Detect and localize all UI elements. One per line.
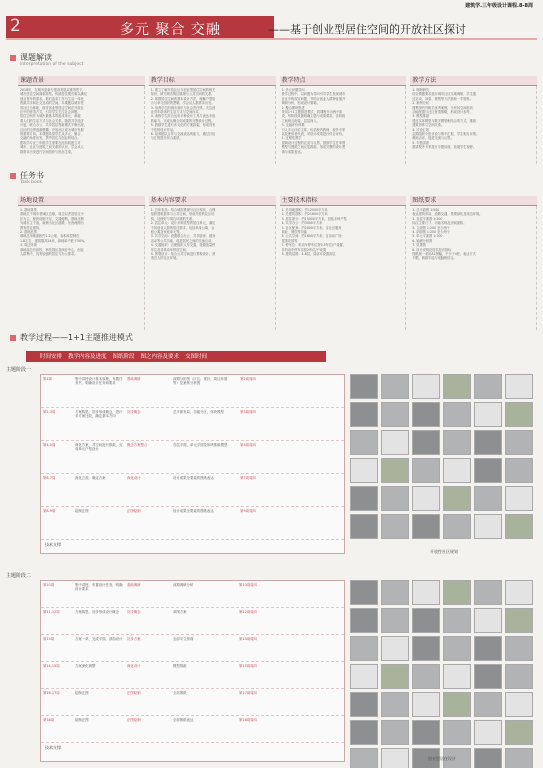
process-drawing-thumbnail [412, 430, 440, 455]
body-text-line: 2. 掌握居住空间的基本设计方法，理解户型组 [150, 96, 216, 101]
section-marker-icon [10, 173, 16, 179]
section-subtitle: Task book [20, 180, 43, 185]
process-drawing-thumbnail [350, 664, 378, 689]
process-drawing-thumbnail [350, 608, 378, 633]
process-drawing-thumbnail [350, 374, 378, 399]
process-drawing-thumbnail [474, 430, 502, 455]
process-drawing-thumbnail [443, 720, 471, 745]
process-drawing-thumbnail [412, 580, 440, 605]
schedule-phase: 初步概念 [127, 410, 141, 414]
schedule-due: 第13周周四 [239, 637, 257, 641]
schedule-req: 设计成果全要素的图纸表达 [173, 509, 214, 513]
body-text-line: 功能配置与社区营造策略，形成设计参考。 [412, 110, 473, 115]
interpretation-column [280, 76, 407, 164]
process-drawing-thumbnail [474, 458, 502, 483]
process-columns [40, 352, 310, 362]
body-text-line: 构，处理好与周边环境的关系。 [150, 216, 196, 221]
schedule-content: 方案深化调整 [75, 664, 96, 668]
body-text-line: 教学过程中，以问题为导向引导学生发现城市 [281, 92, 346, 97]
process-drawing-thumbnail [474, 514, 502, 539]
schedule-week: 第18周 [43, 718, 55, 722]
section-marker-icon [10, 55, 16, 61]
process-drawing-thumbnail [381, 374, 409, 399]
process-drawing-thumbnail [412, 458, 440, 483]
body-text-line: 社区中的现实问题，并结合创业人群特征展开 [281, 96, 346, 101]
schedule-due: 第2周周四 [240, 377, 256, 381]
body-text-line: 2. 聚合模块推进 [281, 105, 305, 110]
column-heading: 课题背景 [18, 76, 145, 86]
interpretation-column [410, 76, 537, 164]
process-drawing-thumbnail [505, 608, 533, 633]
body-text-line: 1. 建立了解开放社区与创业型居住空间的相关 [150, 88, 216, 92]
schedule-row [41, 474, 344, 507]
schedule-week: 第13周 [43, 637, 55, 641]
process-drawing-thumbnail [412, 720, 440, 745]
schedule-due: 第9周周四 [240, 509, 256, 513]
schedule-content: 方案一草，完成平面、剖面设计 [75, 637, 123, 641]
schedule-req: 模型推敲 [173, 664, 187, 668]
process-drawing-thumbnail [474, 486, 502, 511]
body-text-line: 2. 居住单元：设计多种类型的居住单元，满足 [150, 221, 216, 226]
body-text-line: 4. 剖面图 1:200 至少两个 [412, 230, 450, 235]
interpretation-column [149, 76, 276, 164]
schedule-row [41, 662, 344, 689]
body-text-line: 5. 专题讲座 [412, 140, 430, 145]
body-text-line: 居住空间作为城市最基本的组成单元，承载 [20, 114, 81, 119]
body-text-line: 以及使用者代表，对设计成果进行综合评价。 [281, 132, 346, 137]
process-drawing-thumbnail [412, 486, 440, 511]
section-title: 课题解读 [20, 53, 52, 62]
body-text-line: 非机动车停车位按2车位/户设置 [281, 247, 327, 252]
schedule-phase: 深化设计 [127, 476, 141, 480]
schedule-req: 草图方案 [173, 610, 187, 614]
column-heading: 教学方法 [410, 76, 537, 86]
process-drawing-thumbnail [443, 692, 471, 717]
body-text-line: 的重要方向。本课题希望学生从多元、聚合、 [20, 132, 84, 137]
body-text-line: 建筑学专业三年级学生需要在此阶段建立对 [20, 140, 81, 145]
body-text-line: 6. 公共空间：约1600平方米，含活动广场、 [281, 234, 345, 239]
column-body [280, 206, 407, 330]
schedule-phase: 深化设计 [127, 664, 141, 668]
process-drawing-thumbnail [381, 636, 409, 661]
process-drawing-thumbnail [350, 720, 378, 745]
process-drawing-thumbnail [381, 692, 409, 717]
body-text-line: 资源共享和社交互动的空间。本课题以城市老 [20, 101, 84, 106]
process-drawing-thumbnail [474, 692, 502, 717]
process-col-header: 教学内容及进度 [68, 354, 107, 360]
process-drawing-thumbnail [443, 374, 471, 399]
body-text-line: 定期组织小组讨论与集中汇报，学生相互评图， [412, 132, 480, 137]
process-drawing-thumbnail [381, 748, 409, 768]
schedule-row [41, 581, 344, 608]
schedule-week: 第11-12周 [43, 610, 60, 614]
body-text-line: 知识，研究城市街区肌理与公共空间的关系。 [150, 92, 215, 97]
body-text-line: 交融的角度出发，思考居住与创业的结合。 [20, 136, 81, 141]
header-band [0, 0, 543, 10]
process-drawing-thumbnail [474, 720, 502, 745]
schedule-phase: 初步概念 [127, 610, 141, 614]
schedule-due: 第12周周四 [239, 610, 257, 614]
process-drawing-thumbnail [443, 458, 471, 483]
body-text-line: 基地位于城市老城区边缘，周边以老旧居住小 [20, 212, 84, 217]
schedule-row [41, 716, 344, 743]
column-heading: 场地设置 [18, 196, 145, 206]
schedule-req: 总平面布局，功能分区，体块模型 [173, 410, 224, 414]
schedule-phase: 初步方案 [127, 637, 141, 641]
column-heading: 教学特点 [280, 76, 407, 86]
process-drawing-thumbnail [350, 636, 378, 661]
schedule-due: 第15周周四 [239, 664, 257, 668]
schedule-content: 深化方案，对空间进行推敲，完成单元户型设计 [75, 443, 123, 452]
process-col-header: 交图时间 [185, 354, 208, 360]
section-title: 教学过程——1+1主题推进模式 [20, 333, 133, 342]
body-text-line: 2. 案例分析 [412, 101, 430, 106]
body-text-line: 基地总用地面积约1.2公顷，容积率控制在 [20, 234, 80, 239]
body-text-line: 4. 训练学生综合运用多种设计工具与表达手段 [150, 114, 216, 119]
body-text-line: 3. 居住部分：约15000平方米，包括多种户型 [281, 216, 347, 221]
process-drawing-thumbnail [505, 748, 533, 768]
gallery-caption: 开放性社区规划 [430, 549, 458, 554]
process-drawing-thumbnail [381, 486, 409, 511]
schedule-req: 各层平面、单元平面及体块推敲模型 [173, 443, 228, 447]
body-text-line: 造宜人的社区环境。 [150, 256, 180, 261]
body-text-line: 2. 基地范围 [20, 230, 37, 235]
column-body [18, 86, 145, 164]
body-text-line: 3. 周边环境 [20, 243, 37, 248]
column-heading: 基本内容要求 [149, 196, 276, 206]
process-drawing-thumbnail [412, 692, 440, 717]
schedule-content: 方案构思，初步形成设计概念 [75, 610, 120, 614]
task-column [149, 196, 276, 330]
body-text-line: 车位及非机动车停放空间。 [150, 247, 189, 252]
body-text-line: 组织建筑群体与公共空间，形成开放的社区结 [150, 212, 215, 217]
column-heading: 主要技术指标 [280, 196, 407, 206]
stage-label: 主题阶段一 [6, 367, 32, 373]
process-drawing-thumbnail [443, 486, 471, 511]
body-text-line: 结合课题要求进行城市社区实地调研，学生通 [412, 92, 476, 97]
schedule-row [41, 408, 344, 441]
body-text-line: 1. 总体布局：结合城市肌理与社区现状，合理 [150, 208, 216, 212]
process-col-header: 图之内容及要求 [140, 354, 180, 360]
body-text-line: 创业青年的需求，他们追求工作与生活一体化、 [20, 96, 87, 101]
body-text-line: 强调设计过程的记录与反思，鼓励学生在草图、 [281, 140, 349, 145]
schedule-content: 绘制正图 [75, 691, 89, 695]
body-text-line: 4. 交通组织：合理组织人车交通，设置适量停 [150, 243, 216, 248]
schedule-content: 绘制正图 [75, 509, 89, 513]
process-drawing-thumbnail [381, 514, 409, 539]
process-drawing-thumbnail [381, 458, 409, 483]
process-drawing-thumbnail [350, 402, 378, 427]
body-text-line: 6. 培养团队合作与交流表达的能力，通过讨论 [150, 132, 216, 137]
body-text-line: 教师点评，促进交流与反思。 [412, 136, 454, 141]
body-text-line: 商业、餐饮等功能 [281, 230, 307, 235]
process-drawing-thumbnail [474, 374, 502, 399]
body-text-line: 社区的边界逐渐模糊，开放社区成为城市发展 [20, 127, 84, 132]
body-text-line: 3. 培养学生的城市意识与社会责任感，关注创 [150, 105, 216, 110]
task-grid [18, 196, 537, 330]
body-text-line: 的能力，完成从概念到成果的完整设计过程。 [150, 118, 215, 123]
process-drawing-thumbnail [350, 514, 378, 539]
body-text-line: 3. 立面图 1:200 至少两个 [412, 225, 450, 230]
body-text-line: 搜集国内外相关优秀案例，分析其空间组织、 [412, 105, 476, 110]
schedule-req: 全部平立剖面 [173, 637, 194, 641]
schedule-due: 第10周周四 [239, 583, 257, 587]
body-text-line: 5. 景观设计：结合公共空间进行景观设计，营 [150, 252, 216, 257]
body-text-line: 群需求出发进行空间组织与形态生成。 [20, 149, 75, 154]
column-body [149, 86, 276, 164]
column-body [149, 206, 276, 330]
body-text-line: 表达建筑布局、道路交通、景观绿化及周边环境。 [412, 212, 483, 217]
body-text-line: 邀请校外专家进行专题讲座，拓展学生视野。 [412, 145, 476, 150]
page-subtitle: ——基于创业型居住空间的开放社区探讨 [268, 23, 466, 36]
process-drawing-thumbnail [412, 608, 440, 633]
process-drawing-thumbnail [381, 720, 409, 745]
body-text-line: 2018年，在城市更新与建设发展双重背景下， [20, 88, 86, 92]
body-text-line: 1. 总平面图 1:500 [412, 208, 440, 212]
schedule-req: 全部图纸表达 [173, 718, 194, 722]
body-text-line: 基地周边有高校、科技园区及商业中心，创业 [20, 247, 84, 252]
schedule-phase: 概念方案整合 [127, 443, 148, 447]
schedule-phase: 正图绘制 [127, 509, 141, 513]
schedule-phase: 基础调研 [127, 377, 141, 381]
process-drawing-thumbnail [474, 636, 502, 661]
schedule-week: 第6-7周 [43, 476, 56, 480]
body-text-line: 段，每阶段设置明确主题与成果要求，各阶段 [281, 114, 346, 119]
body-text-line: 不同创业人群的居住需求，包括单身公寓、合 [150, 225, 215, 230]
schedule-row [41, 608, 344, 635]
body-text-line: 7. 停车位：机动车停车位按0.5车位/户设置， [281, 243, 346, 248]
body-text-line: 4. 过程性教学 [281, 136, 302, 141]
body-text-line: 之间相互衔接、层层深入。 [281, 118, 320, 123]
column-body [410, 86, 537, 164]
schedule-req: 前期分析图（区位、现状、周边环境等）及案例分析图 [173, 377, 228, 386]
stage1-table [40, 374, 345, 554]
body-text-line: 调研分析，形成设计策略。 [281, 101, 320, 106]
schedule-due: 第5周周四 [240, 443, 256, 447]
schedule-content: 集中讲授设计基本原理，布置任务书，明确设计任务和要求 [75, 377, 123, 386]
process-drawing-thumbnail [412, 374, 440, 399]
body-text-line: 建筑形体与空间关系。 [412, 123, 445, 128]
body-text-line: 与汇报提升综合素质。 [150, 136, 183, 141]
process-drawing-thumbnail [443, 430, 471, 455]
process-drawing-thumbnail [381, 402, 409, 427]
process-drawing-thumbnail [474, 402, 502, 427]
process-col-header: 图纸阶段 [112, 354, 135, 360]
process-drawing-thumbnail [443, 514, 471, 539]
schedule-due: 第18周周四 [239, 718, 257, 722]
body-text-line: 不限，鼓励手绘与电脑相结合。 [412, 256, 457, 261]
process-drawing-thumbnail [505, 636, 533, 661]
body-text-line: 引入多元评价主体，包括校内教师、校外专家 [281, 127, 346, 132]
body-text-line: 5. 单元平面图 1:100 [412, 234, 443, 239]
column-body [18, 206, 145, 330]
column-heading: 图纸要求 [410, 196, 537, 206]
body-text-line: 兴起，联合办公、共享居住等新模式不断出现， [20, 123, 87, 128]
body-text-line: 业青年群体的生活方式与空间诉求。 [150, 110, 202, 115]
process-drawing-thumbnail [443, 608, 471, 633]
body-text-line: 旧社区为基地，探讨创业型居住空间在开放社 [20, 105, 84, 110]
process-drawing-thumbnail [443, 664, 471, 689]
process-drawing-thumbnail [505, 664, 533, 689]
body-text-line: 城市居住空间面临转型。传统居住模式难以满足 [20, 92, 87, 97]
body-text-line: 模型与图纸之间反复推敲，形成完整的设计逻 [281, 145, 346, 150]
stage2-table [40, 580, 345, 762]
section-subtitle: Interpretation of the subject [20, 62, 84, 67]
schedule-due: 第17周周四 [239, 691, 257, 695]
stage-footer: 技术支撑 [45, 745, 61, 750]
process-drawing-thumbnail [412, 664, 440, 689]
process-drawing-thumbnail [505, 458, 533, 483]
schedule-row [41, 507, 344, 540]
schedule-req: 全部图纸 [173, 691, 187, 695]
process-drawing-thumbnail [505, 692, 533, 717]
course-label: 建筑学.三年级设计课程.8-8周 [465, 3, 533, 9]
process-drawing-thumbnail [412, 402, 440, 427]
process-drawing-thumbnail [443, 636, 471, 661]
body-text-line: 辑与成果表达。 [281, 149, 304, 154]
column-body [280, 86, 407, 164]
body-text-line: 标注主要尺寸、功能名称及房间面积。 [412, 221, 467, 226]
body-text-line: 8. 设计说明及技术经济指标 [412, 247, 452, 252]
body-text-line: 图纸统一采用A1图幅，不少于4张，表达方式 [412, 252, 476, 257]
page-number: 2 [10, 16, 21, 36]
schedule-row [41, 689, 344, 716]
process-drawing-thumbnail [505, 720, 533, 745]
body-text-line: 1. 总用地面积：约12000平方米 [281, 208, 328, 212]
schedule-due: 第3周周四 [240, 410, 256, 414]
schedule-week: 第14-15周 [43, 664, 60, 668]
schedule-week: 第16-17周 [43, 691, 60, 695]
process-drawing-thumbnail [474, 748, 502, 768]
task-column [410, 196, 537, 330]
body-text-line: 2. 总建筑面积：约21600平方米 [281, 212, 328, 217]
body-text-line: 1. 基地背景 [20, 208, 37, 212]
process-drawing-thumbnail [350, 692, 378, 717]
process-drawing-thumbnail [350, 580, 378, 605]
body-text-line: 3. 共享空间：设置联合办公、共享厨房、健身 [150, 234, 216, 239]
process-drawing-thumbnail [474, 580, 502, 605]
page-title: 多元 聚合 交融 [120, 22, 221, 38]
body-text-line: 既有居住建筑。 [20, 225, 43, 230]
body-text-line: 4. 讨论汇报 [412, 127, 430, 132]
process-drawing-thumbnail [350, 748, 378, 768]
interpretation-column [18, 76, 145, 164]
process-drawing-thumbnail [381, 664, 409, 689]
body-text-line: 过访谈、问卷、观察等方法获取一手资料。 [412, 96, 473, 101]
process-drawing-thumbnail [505, 486, 533, 511]
process-col-header: 时间安排 [40, 354, 63, 360]
schedule-week: 第10周 [43, 583, 55, 587]
body-text-line: 1. 多元问题导向 [281, 88, 305, 92]
gallery-caption: 创业型居住设计 [428, 756, 456, 761]
body-text-line: 城市、社区与建筑之间关系的认识，学会从人 [20, 145, 84, 150]
body-text-line: 通过实体模型与数字模型相结合的方式，推敲 [412, 118, 476, 123]
task-column [280, 196, 407, 330]
schedule-week: 第8-9周 [43, 509, 56, 513]
body-text-line: 租公寓及家庭单元等。 [150, 230, 183, 235]
body-text-line: 1. 调研研究 [412, 88, 430, 92]
column-heading: 教学目标 [149, 76, 276, 86]
process-drawing-thumbnail [412, 636, 440, 661]
schedule-due: 第7周周四 [240, 476, 256, 480]
process-drawing-thumbnail [381, 580, 409, 605]
stage-label: 主题阶段二 [6, 573, 32, 579]
interpretation-grid [18, 76, 537, 164]
process-drawing-thumbnail [505, 580, 533, 605]
process-drawing-thumbnail [505, 374, 533, 399]
body-text-line: 个性的设计作品。 [150, 127, 177, 132]
schedule-content: 深化立面，确定方案 [75, 476, 106, 480]
process-drawing-thumbnail [505, 430, 533, 455]
schedule-phase: 正图绘制 [127, 691, 141, 695]
section-title: 任务书 [20, 171, 44, 180]
body-text-line: 8. 建筑层数：4-8层，局部可设置高层 [281, 252, 336, 257]
body-text-line: 7. 效果图 [412, 243, 426, 248]
schedule-week: 第4-5周 [43, 443, 56, 447]
schedule-req: 设计成果全要素的图纸表达 [173, 476, 214, 480]
schedule-row [41, 441, 344, 474]
process-drawing-thumbnail [443, 580, 471, 605]
body-text-line: 区中的营造方式，引导学生关注社会问题。 [20, 110, 81, 115]
process-drawing-thumbnail [474, 608, 502, 633]
process-drawing-thumbnail [381, 608, 409, 633]
process-drawing-thumbnail [350, 458, 378, 483]
schedule-phase: 正图绘制 [127, 718, 141, 722]
section-marker-icon [10, 335, 16, 341]
process-drawing-thumbnail [350, 486, 378, 511]
schedule-req: 前期调研分析 [173, 583, 194, 587]
body-text-line: 1.8左右，建筑限高24米，绿地率不低于30%。 [20, 238, 88, 243]
schedule-week: 第2-3周 [43, 410, 56, 414]
body-text-line: 合与单元组织的逻辑，学会从人群需求出发。 [150, 101, 215, 106]
body-text-line: 着人们的生活方式与社会关系。随着共享经济 [20, 118, 84, 123]
body-text-line: 屋顶花园等 [281, 238, 298, 243]
stage-footer: 技术支撑 [45, 542, 61, 547]
process-drawing-thumbnail [350, 430, 378, 455]
schedule-week: 第1周 [43, 377, 52, 381]
process-drawing-thumbnail [443, 402, 471, 427]
body-text-line: 6. 轴测分析图 [412, 238, 433, 243]
schedule-phase: 基础调研 [127, 583, 141, 587]
body-text-line: 人群集中，具有较强的居住与办公需求。 [20, 252, 78, 257]
process-drawing-thumbnail [505, 402, 533, 427]
body-text-line: 采用1+1主题推进模式，将课程分为两个阶 [281, 110, 343, 115]
body-text-line: 3. 交融评价体系 [281, 123, 305, 128]
body-text-line: 活动等公共功能，促进居民之间的交流互动。 [150, 238, 215, 243]
column-body [410, 206, 537, 330]
body-text-line: 5. 鼓励学生进行多元化的方案探索，形成具有 [150, 123, 216, 128]
schedule-row [41, 635, 344, 662]
task-column [18, 196, 145, 330]
schedule-content: 集中讲授，布置设计任务，明确设计要求 [75, 583, 123, 592]
body-text-line: 区为主，配套设施不足，交通便利。基地北侧 [20, 216, 84, 221]
body-text-line: 2. 各层平面图 1:200 [412, 216, 443, 221]
schedule-content: 方案构思，初步形成概念，进行多方案比较，确定基本方向 [75, 410, 123, 419]
body-text-line: 5. 社区配套：约2000平方米，含社区服务、 [281, 225, 345, 230]
process-drawing-thumbnail [381, 430, 409, 455]
process-drawing-thumbnail [474, 664, 502, 689]
process-drawing-thumbnail [505, 514, 533, 539]
title-underline [6, 38, 537, 40]
title-bar [0, 16, 543, 42]
body-text-line: 4. 共享办公：约3000平方米 [281, 221, 323, 226]
schedule-content: 绘制正图 [75, 718, 89, 722]
schedule-row [41, 375, 344, 408]
body-text-line: 为城市主干道，南侧为社区道路，东西两侧为 [20, 221, 84, 226]
process-drawing-thumbnail [412, 514, 440, 539]
body-text-line: 3. 模型推敲 [412, 114, 430, 119]
